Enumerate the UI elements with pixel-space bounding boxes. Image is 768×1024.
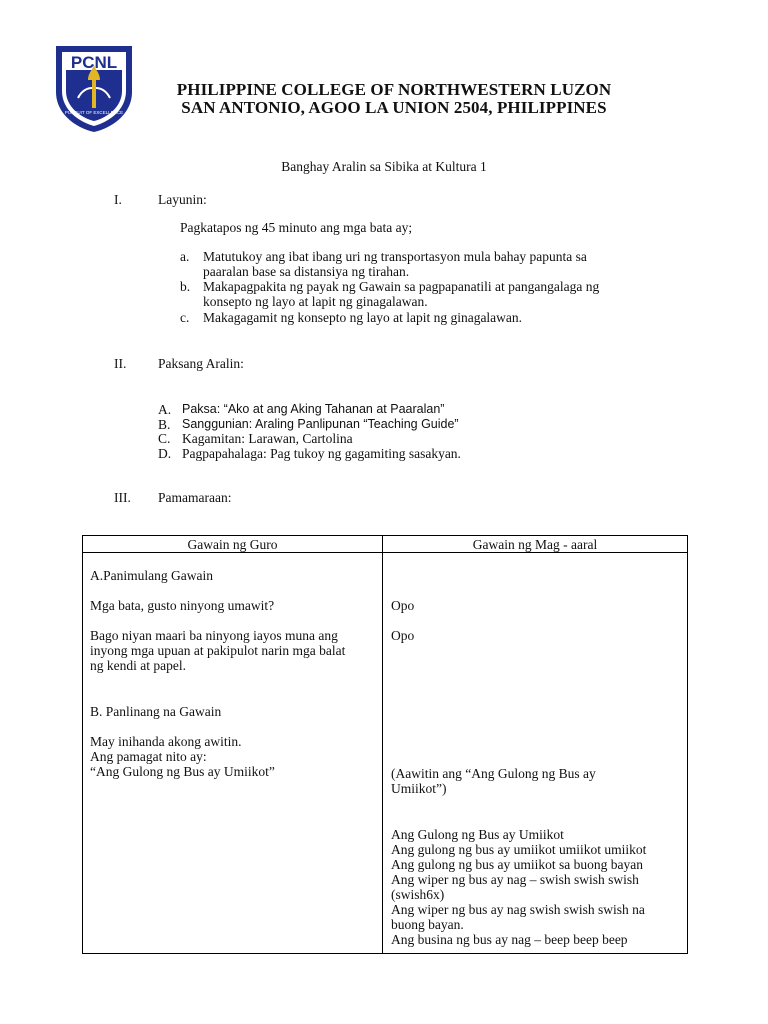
- song-intro-line1: May inihanda akong awitin.: [90, 734, 242, 749]
- procedure-table: [82, 535, 688, 954]
- lyrics-line-2: Ang gulong ng bus ay umiikot umiikot umiikot: [391, 842, 647, 857]
- lyrics-line-6: Ang wiper ng bus ay nag swish swish swish na: [391, 902, 645, 917]
- teacher-question-2-line3: ng kendi at papel.: [90, 658, 186, 673]
- objective-a-line2: paaralan base sa distansiya ng tirahan.: [203, 264, 410, 279]
- section-1-title: Layunin:: [158, 192, 207, 207]
- teacher-cell: [83, 553, 383, 954]
- objective-c-line1: Makagagamit ng konsepto ng layo at lapit ng ginagalawan.: [203, 310, 523, 325]
- lyrics-line-3: Ang gulong ng bus ay umiikot sa buong bayan: [391, 857, 643, 872]
- main-activity-title: B. Panlinang na Gawain: [90, 704, 222, 719]
- student-answer-1: Opo: [391, 598, 415, 613]
- objective-b-line1: Makapagpakita ng payak ng Gawain sa pagpapanatili at pangangalaga ng: [203, 279, 600, 294]
- teacher-question-2-line1: Bago niyan maari ba ninyong iayos muna ang: [90, 628, 338, 643]
- teacher-question-2-line2: inyong mga upuan at pakipulot narin mga balat: [90, 643, 346, 658]
- objective-a-letter: a.: [180, 249, 190, 264]
- student-sing-line2: Umiikot”): [391, 781, 447, 796]
- student-cell: [383, 553, 688, 954]
- objectives-intro: Pagkatapos ng 45 minuto ang mga bata ay;: [180, 220, 413, 235]
- logo-text: PCNL: [70, 53, 118, 72]
- topic-b-text: Sanggunian: Araling Panlipunan “Teaching Guide”: [182, 417, 459, 431]
- topic-c-text: Kagamitan: Larawan, Cartolina: [182, 431, 353, 446]
- song-intro-line2: Ang pamagat nito ay:: [90, 749, 207, 764]
- objective-b-line2: konsepto ng layo at lapit ng ginagalawan.: [203, 294, 428, 309]
- section-3-number: III.: [114, 490, 131, 505]
- intro-activity-title: A.Panimulang Gawain: [90, 568, 213, 583]
- lyrics-line-7: buong bayan.: [391, 917, 464, 932]
- topic-d-letter: D.: [158, 446, 172, 461]
- lyrics-line-5: (swish6x): [391, 887, 445, 902]
- topic-d-text: Pagpapahalaga: Pag tukoy ng gagamiting sasakyan.: [182, 446, 461, 461]
- table-row: [83, 553, 688, 954]
- topic-c-letter: C.: [158, 431, 171, 446]
- section-2-number: II.: [114, 356, 127, 371]
- school-name: PHILIPPINE COLLEGE OF NORTHWESTERN LUZON: [176, 80, 612, 99]
- school-address: SAN ANTONIO, AGOO LA UNION 2504, PHILIPPINES: [181, 98, 607, 117]
- topic-a-text: Paksa: “Ako at ang Aking Tahanan at Paaralan”: [182, 402, 445, 416]
- teacher-question-1: Mga bata, gusto ninyong umawit?: [90, 598, 275, 613]
- topic-b-letter: B.: [158, 417, 171, 432]
- section-1-number: I.: [114, 192, 122, 207]
- lyrics-line-4: Ang wiper ng bus ay nag – swish swish swish: [391, 872, 639, 887]
- objective-c-letter: c.: [180, 310, 190, 325]
- song-intro-line3: “Ang Gulong ng Bus ay Umiikot”: [90, 764, 275, 779]
- logo-motto: PURSUIT OF EXCELLENCE: [64, 110, 124, 115]
- student-sing-line1: (Aawitin ang “Ang Gulong ng Bus ay: [391, 766, 596, 781]
- student-column-header: Gawain ng Mag - aaral: [383, 536, 688, 553]
- topic-a-letter: A.: [158, 402, 172, 417]
- section-3-title: Pamamaraan:: [158, 490, 232, 505]
- objective-a-line1: Matutukoy ang ibat ibang uri ng transportasyon mula bahay papunta sa: [203, 249, 587, 264]
- lyrics-line-8: Ang busina ng bus ay nag – beep beep beep: [391, 932, 628, 947]
- student-answer-2: Opo: [391, 628, 415, 643]
- teacher-column-header: Gawain ng Guro: [83, 536, 383, 553]
- objective-b-letter: b.: [180, 279, 191, 294]
- document-title: Banghay Aralin sa Sibika at Kultura 1: [281, 159, 487, 174]
- lyrics-line-1: Ang Gulong ng Bus ay Umiikot: [391, 827, 564, 842]
- table-header-row: [83, 536, 688, 553]
- section-2-title: Paksang Aralin:: [158, 356, 244, 371]
